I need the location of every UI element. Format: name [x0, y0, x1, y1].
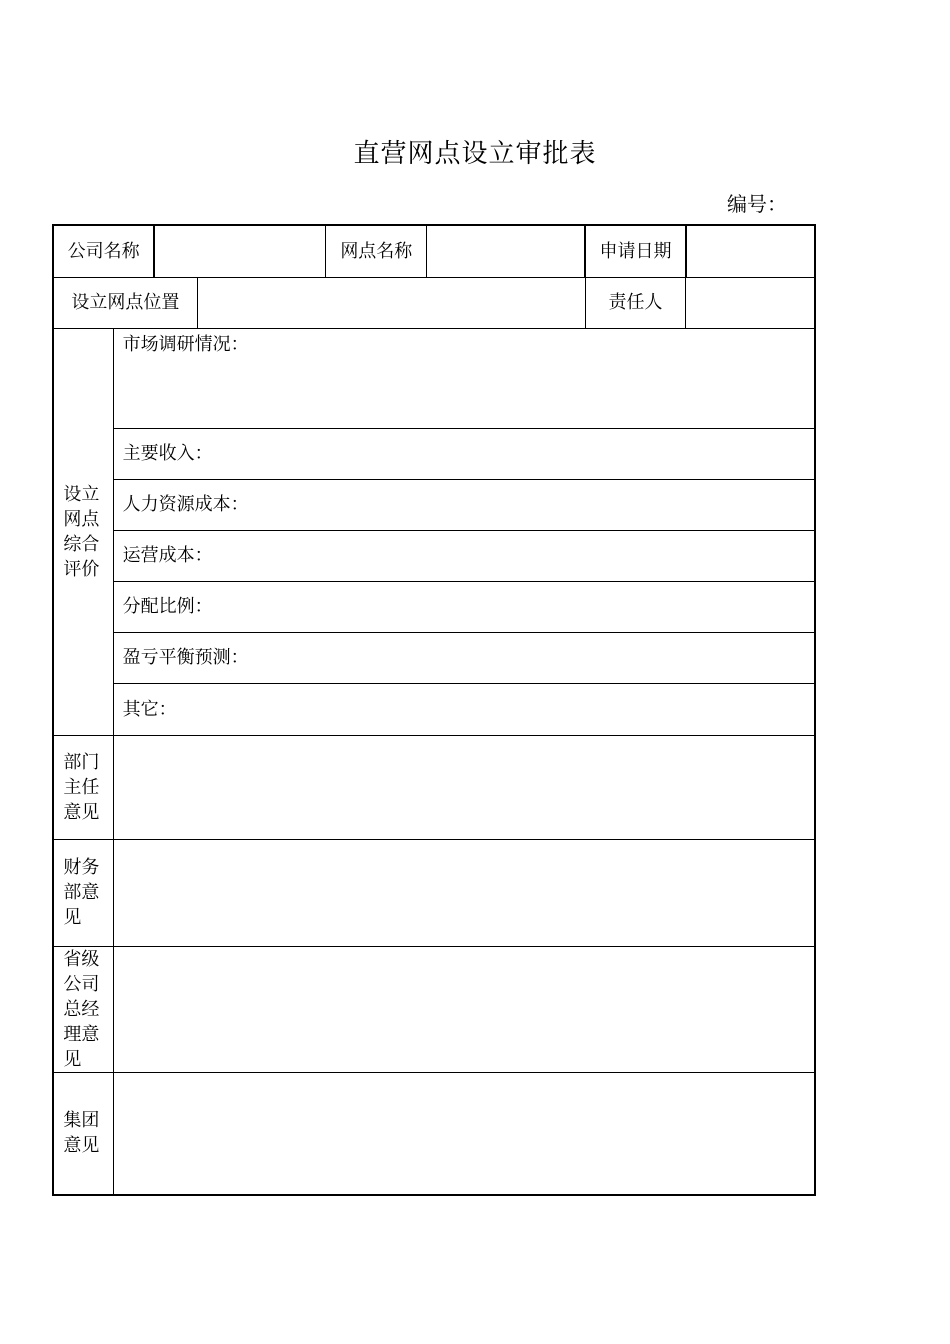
finance-opinion-label: 财务部意见: [53, 839, 113, 946]
opinion-row-finance: [53, 839, 815, 946]
eval-row-market: [53, 328, 815, 428]
provincial-opinion-label: 省级公司总经理意见: [53, 946, 113, 1072]
approval-form-table: [52, 224, 816, 1196]
opinion-row-provincial: [53, 946, 815, 1072]
eval-row-income: [53, 428, 815, 479]
responsible-field[interactable]: [686, 277, 815, 328]
location-field[interactable]: [197, 277, 585, 328]
eval-row-breakeven: [53, 632, 815, 683]
outlet-name-label: 网点名称: [326, 225, 427, 277]
group-opinion-field[interactable]: [113, 1072, 815, 1195]
distribution-ratio-field[interactable]: 分配比例：: [113, 581, 815, 632]
location-label: 设立网点位置: [53, 277, 197, 328]
other-field[interactable]: 其它：: [113, 683, 815, 735]
hr-cost-field[interactable]: 人力资源成本：: [113, 479, 815, 530]
breakeven-forecast-field[interactable]: 盈亏平衡预测：: [113, 632, 815, 683]
eval-row-other: [53, 683, 815, 735]
eval-row-distribution: [53, 581, 815, 632]
eval-row-operating-cost: [53, 530, 815, 581]
company-name-field[interactable]: [154, 225, 325, 277]
responsible-label: 责任人: [585, 277, 685, 328]
finance-opinion-field[interactable]: [113, 839, 815, 946]
apply-date-label: 申请日期: [585, 225, 685, 277]
market-research-field[interactable]: 市场调研情况：: [113, 328, 815, 428]
department-opinion-field[interactable]: [113, 735, 815, 839]
opinion-row-group: [53, 1072, 815, 1195]
main-income-field[interactable]: 主要收入：: [113, 428, 815, 479]
company-name-label: 公司名称: [53, 225, 154, 277]
eval-row-hr-cost: [53, 479, 815, 530]
operating-cost-field[interactable]: 运营成本：: [113, 530, 815, 581]
outlet-name-field[interactable]: [427, 225, 585, 277]
provincial-opinion-field[interactable]: [113, 946, 815, 1072]
evaluation-section-label: 设立网点综合评价: [53, 328, 113, 735]
group-opinion-label: 集团意见: [53, 1072, 113, 1195]
document-title: 直营网点设立审批表: [353, 139, 597, 169]
serial-number-label: 编号：: [727, 192, 787, 216]
header-row-1: [53, 225, 815, 277]
header-row-2: [53, 277, 815, 328]
apply-date-field[interactable]: [686, 225, 815, 277]
opinion-row-department: [53, 735, 815, 839]
department-opinion-label: 部门主任意见: [53, 735, 113, 839]
